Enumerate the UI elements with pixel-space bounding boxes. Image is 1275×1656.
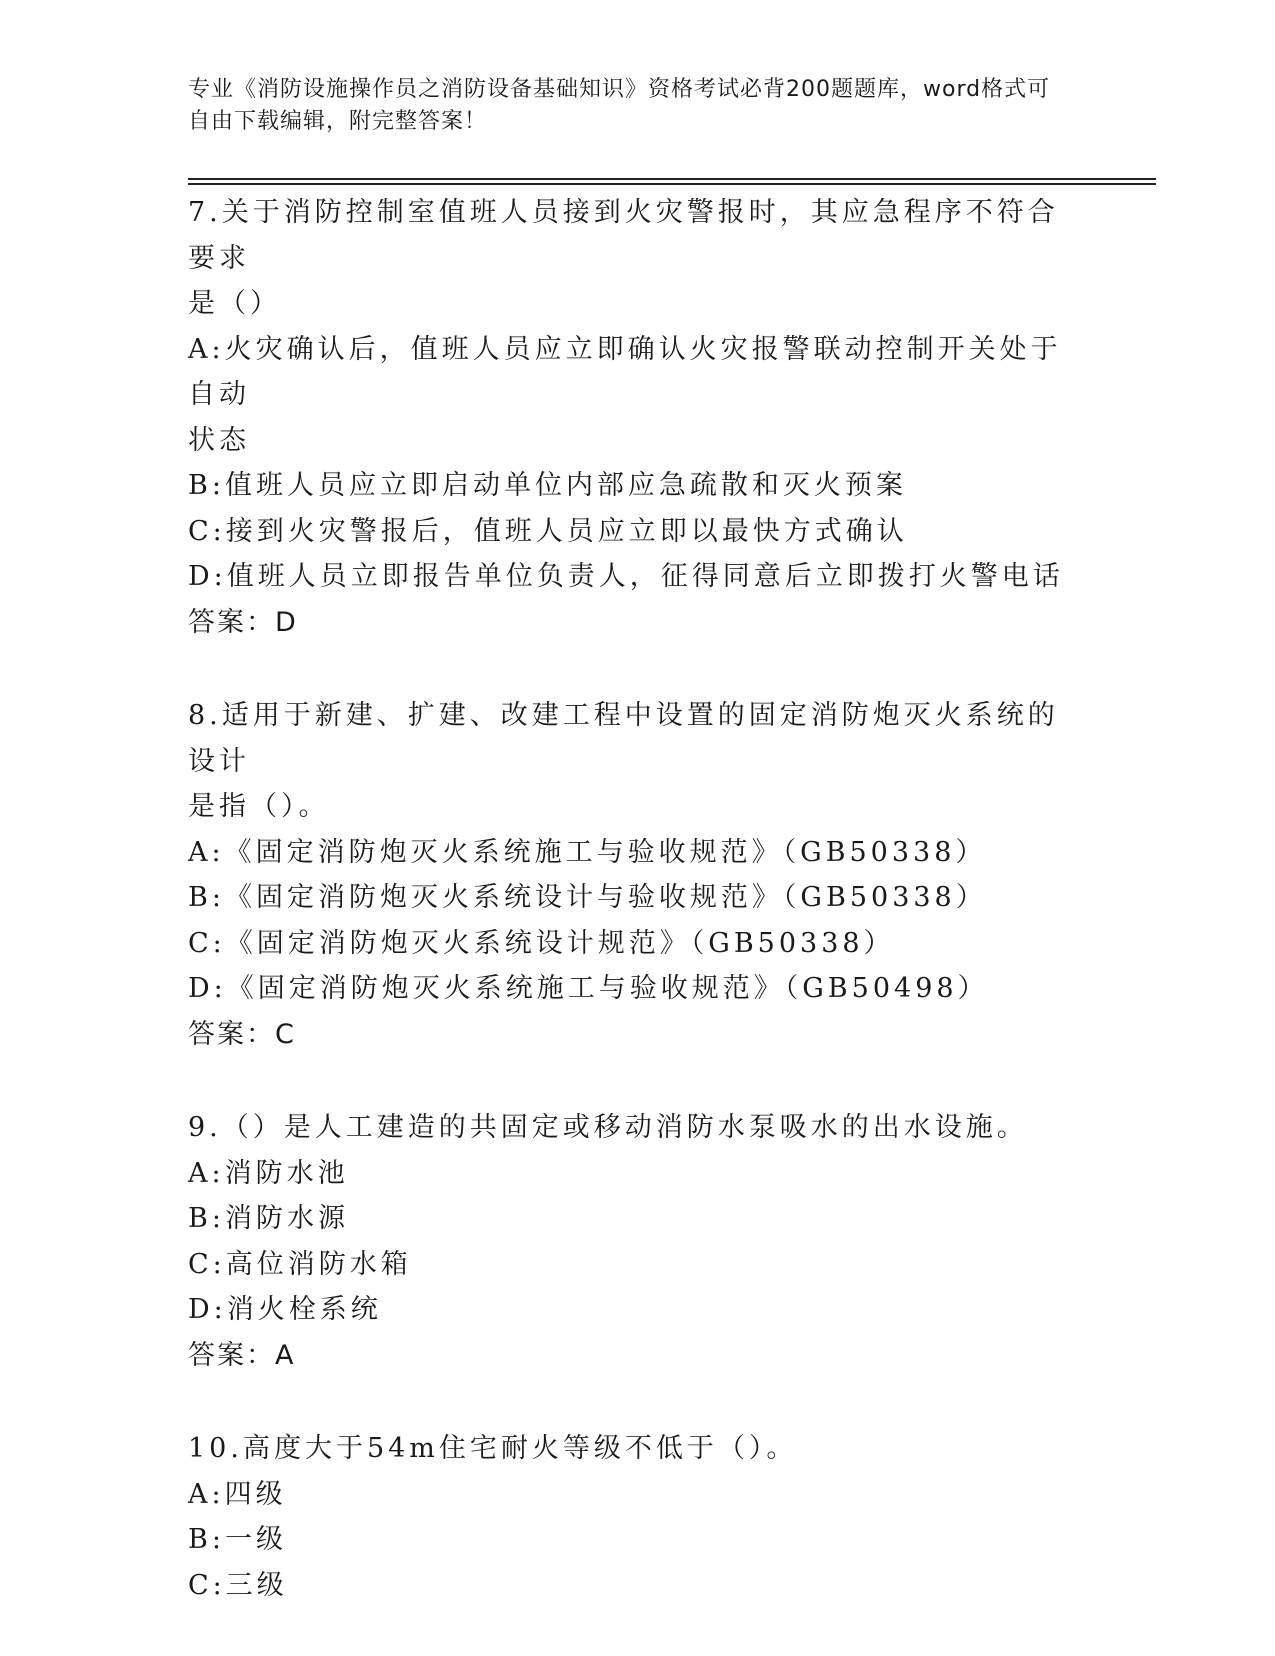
question-stem: 是指（）。 xyxy=(188,791,330,822)
option-d: D:消火栓系统 xyxy=(188,1294,382,1325)
question-8 xyxy=(188,693,1088,1057)
option-c: C:接到火灾警报后，值班人员应立即以最快方式确认 xyxy=(188,515,908,547)
option-d: D:值班人员立即报告单位负责人，征得同意后立即拨打火警电话 xyxy=(188,561,1064,592)
option-b: B:消防水源 xyxy=(188,1203,349,1234)
question-stem: 9.（）是人工建造的共固定或移动消防水泵吸水的出水设施。 xyxy=(188,1112,1028,1143)
question-list xyxy=(188,190,1088,1656)
answer-label: 答案：D xyxy=(188,606,298,638)
option-c: C:《固定消防炮灭火系统设计规范》（GB50338） xyxy=(188,927,895,959)
question-7 xyxy=(188,190,1088,645)
question-stem: 7.关于消防控制室值班人员接到火灾警报时，其应急程序不符合要求 xyxy=(188,197,1059,274)
document-header: 专业《消防设施操作员之消防设备基础知识》资格考试必背200题题库，word格式可自由下载编辑，附完整答案！ xyxy=(188,77,1051,134)
question-10 xyxy=(188,1426,1088,1608)
option-a: A:《固定消防炮灭火系统施工与验收规范》（GB50338） xyxy=(188,836,987,868)
question-stem: 10.高度大于54m住宅耐火等级不低于（）。 xyxy=(188,1433,798,1464)
question-stem: 8.适用于新建、扩建、改建工程中设置的固定消防炮灭火系统的设计 xyxy=(188,700,1059,777)
option-b: B:一级 xyxy=(188,1524,287,1555)
option-a: A:消防水池 xyxy=(188,1157,349,1189)
option-d: D:《固定消防炮灭火系统施工与验收规范》（GB50498） xyxy=(188,973,989,1004)
option-b: B:值班人员应立即启动单位内部应急疏散和灭火预案 xyxy=(188,470,907,501)
option-a: A:火灾确认后，值班人员应立即确认火灾报警联动控制开关处于自动 xyxy=(188,333,1062,410)
question-9 xyxy=(188,1105,1088,1378)
option-c: C:三级 xyxy=(188,1569,288,1601)
header-divider-bottom xyxy=(188,183,1156,185)
answer-label: 答案：A xyxy=(188,1339,296,1371)
option-a-continued: 状态 xyxy=(188,424,250,456)
answer-label: 答案：C xyxy=(188,1018,296,1050)
option-c: C:高位消防水箱 xyxy=(188,1248,412,1280)
option-b: B:《固定消防炮灭火系统设计与验收规范》（GB50338） xyxy=(188,882,987,913)
header-divider-top xyxy=(188,178,1156,180)
option-a: A:四级 xyxy=(188,1478,287,1510)
question-stem: 是（） xyxy=(188,288,281,319)
